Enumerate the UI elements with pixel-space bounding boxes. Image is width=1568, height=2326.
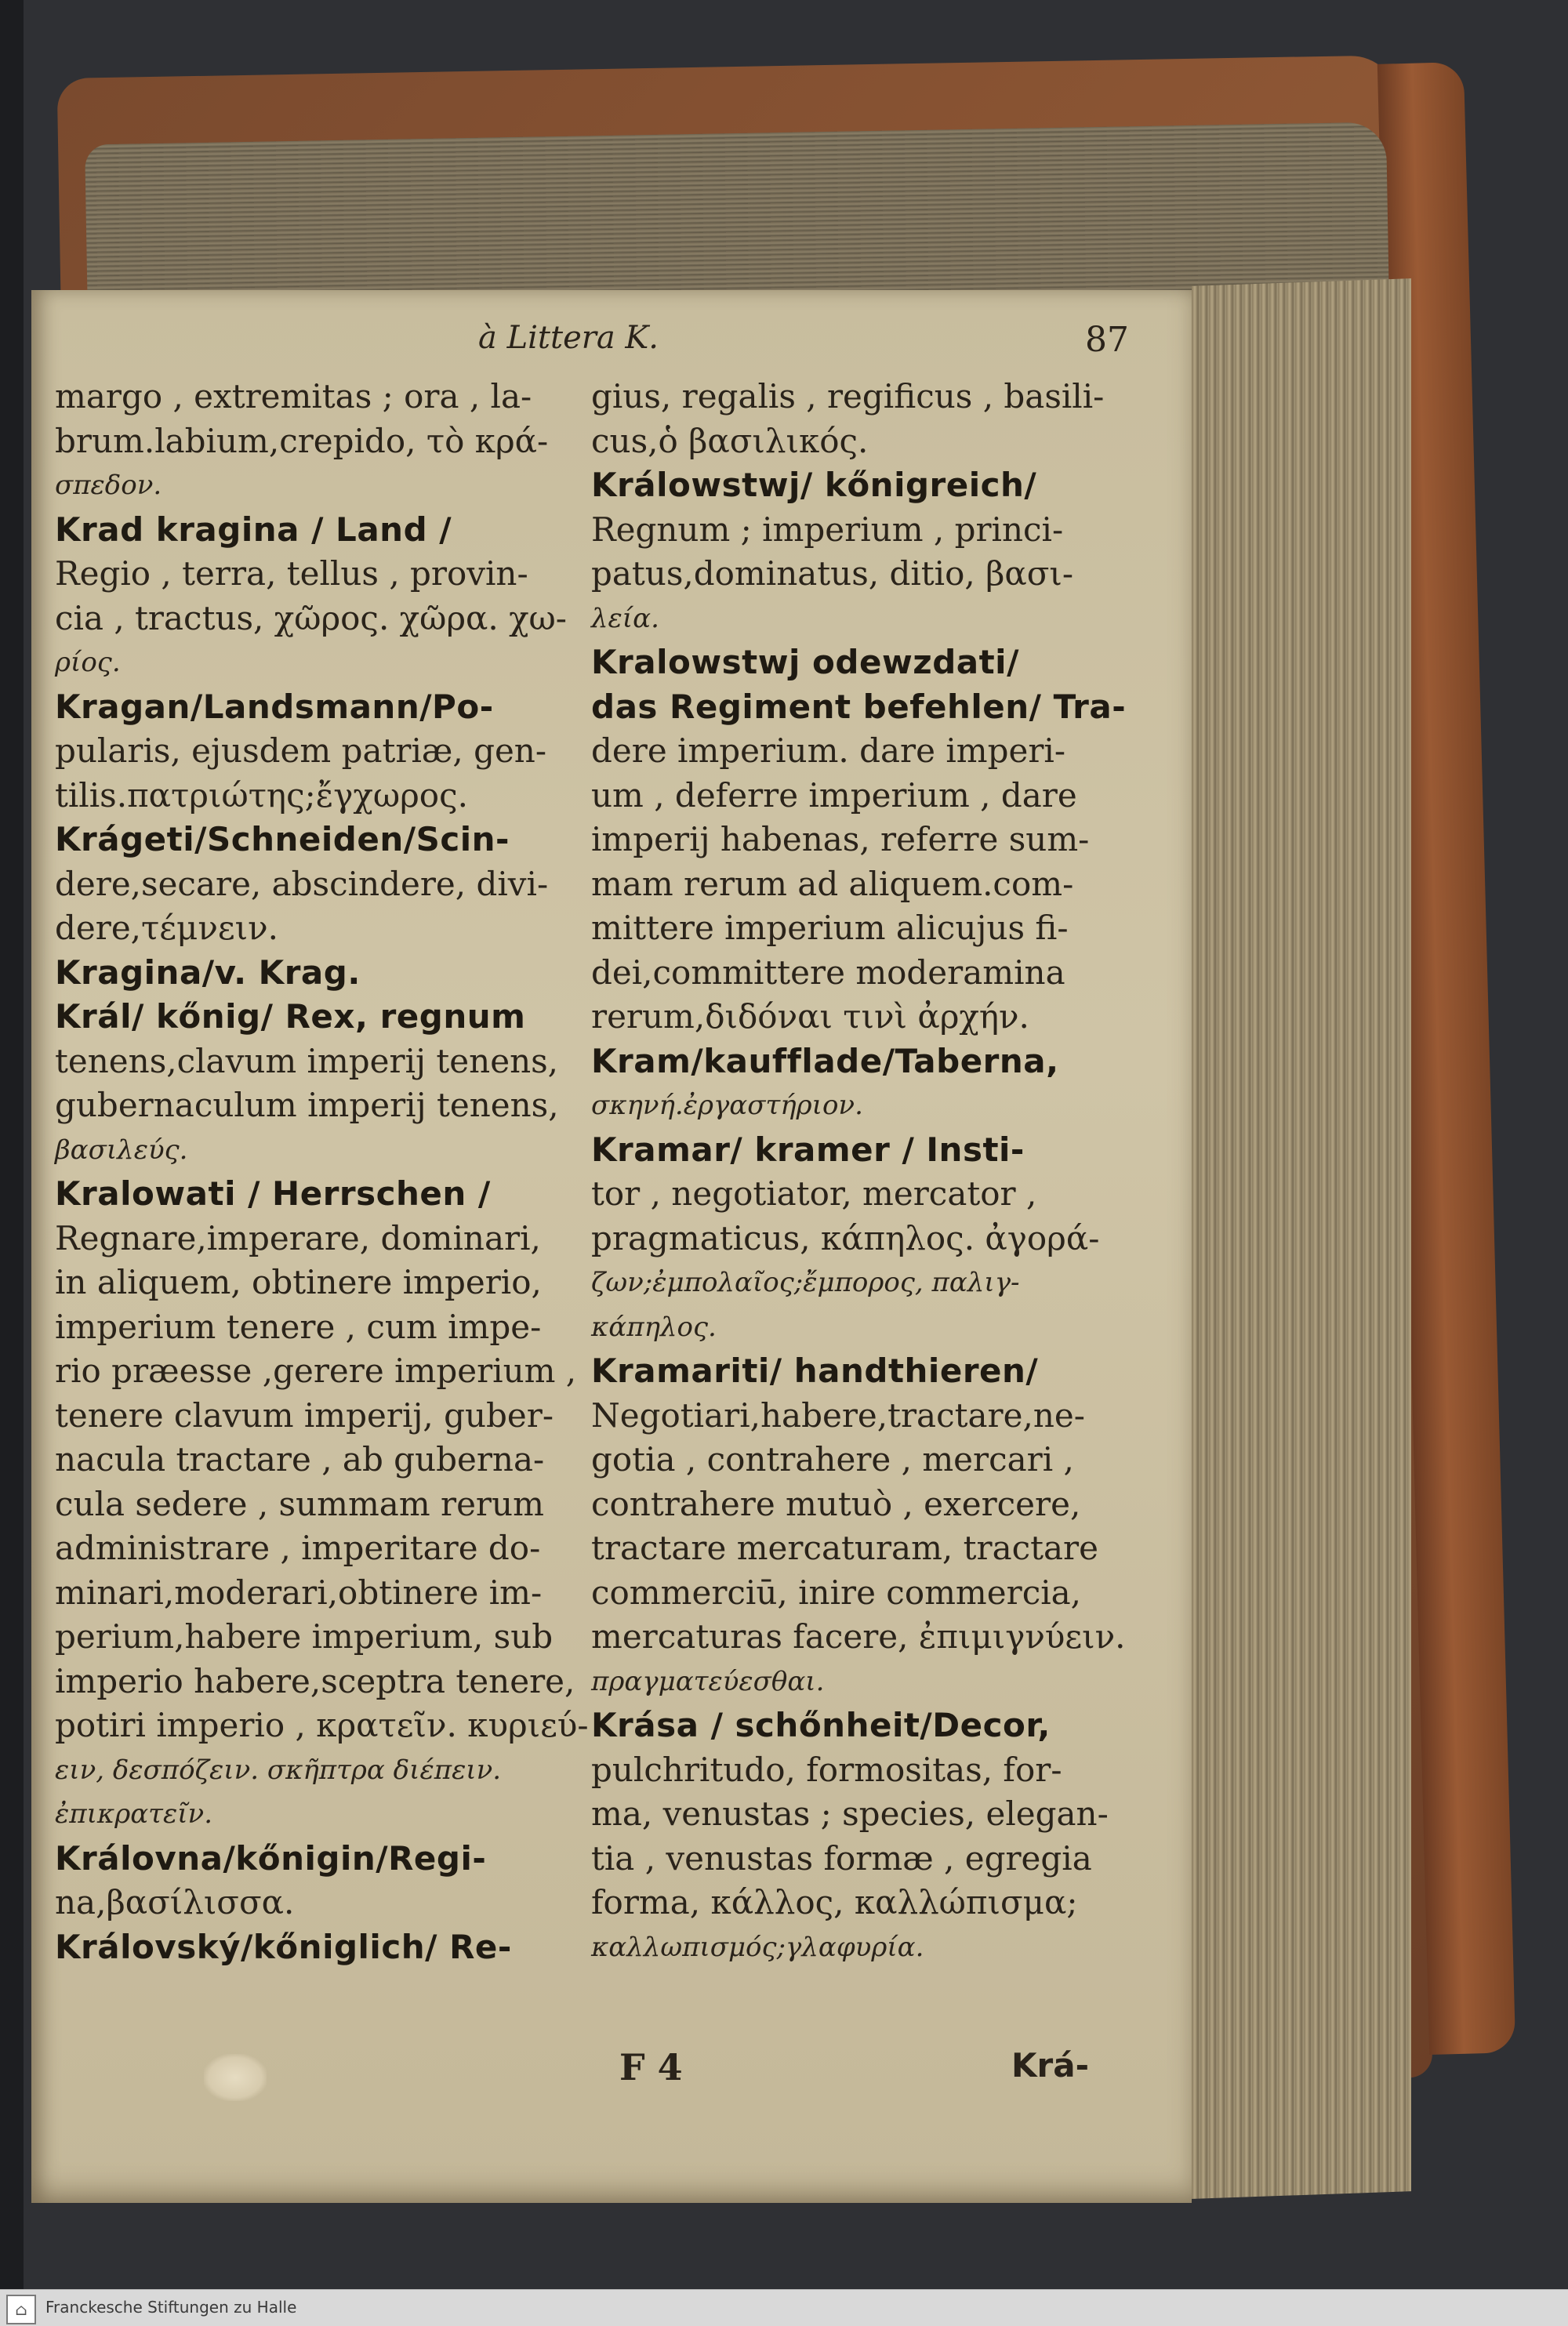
text-line: πραγματεύεσθαι. (591, 1665, 825, 1697)
text-line: Regnare,imperare, dominari, (55, 1218, 541, 1257)
page-number: 87 (1085, 320, 1129, 360)
foundation-logo-icon: ⌂ (6, 2295, 36, 2324)
text-line: pragmaticus, κάπηλος. ἀγορά- (591, 1218, 1100, 1257)
right-column (591, 375, 1132, 2099)
text-line: gius, regalis , regificus , basili- (591, 377, 1105, 415)
text-line: cula sedere , summam rerum (55, 1484, 544, 1523)
text-line: gubernaculum imperij tenens, (55, 1086, 559, 1124)
credit-bar (0, 2289, 1568, 2326)
headword-line: Kramariti/ handthieren/ (591, 1352, 1039, 1390)
text-line: ma, venustas ; species, elegan- (591, 1794, 1109, 1833)
text-line: perium,habere imperium, sub (55, 1617, 554, 1656)
text-line: dere,τέμνειν. (55, 909, 278, 947)
text-line: brum.labium,crepido, τὸ κρά- (55, 421, 549, 460)
left-column (55, 375, 589, 2099)
text-line: patus,dominatus, ditio, βασι- (591, 554, 1074, 593)
text-line: cus,ὁ βασιλικός. (591, 421, 869, 460)
background-left (0, 0, 24, 2289)
headword-line: Král/ kőnig/ Rex, regnum (55, 997, 526, 1036)
text-line: λεία. (591, 602, 659, 634)
running-title: à Littera K. (478, 320, 659, 356)
headword-line: Kralowstwj odewzdati/ (591, 643, 1019, 681)
text-line: ἐπικρατεῖν. (55, 1798, 213, 1830)
text-line: tilis.πατριώτης;ἔγχωρος. (55, 775, 468, 815)
text-line: dere,secare, abscindere, divi- (55, 864, 549, 903)
text-line: mam rerum ad aliquem.com- (591, 864, 1074, 903)
headword-line: Krágeti/Schneiden/Scin- (55, 820, 510, 858)
text-line: pularis, ejusdem patriæ, gen- (55, 731, 547, 770)
headword-line: Kralowati / Herrschen / (55, 1174, 491, 1213)
text-line: margo , extremitas ; ora , la- (55, 377, 532, 415)
text-line: na,βασίλισσα. (55, 1883, 295, 1921)
headword-line: Králowstwj/ kőnigreich/ (591, 466, 1037, 504)
signature-mark: F 4 (619, 2046, 683, 2088)
text-line: imperium tenere , cum impe- (55, 1307, 542, 1346)
text-line: um , deferre imperium , dare (591, 775, 1077, 815)
text-line: administrare , imperitare do- (55, 1529, 541, 1567)
text-line: imperij habenas, referre sum- (591, 820, 1090, 858)
headword-line: Krása / schőnheit/Decor, (591, 1706, 1051, 1744)
text-line: rerum,διδόναι τινὶ ἀρχήν. (591, 997, 1029, 1036)
text-line: tor , negotiator, mercator , (591, 1174, 1037, 1213)
text-line: σπεδον. (55, 470, 162, 501)
text-line: nacula tractare , ab guberna- (55, 1440, 545, 1479)
text-line: forma, κάλλος, καλλώπισμα; (591, 1883, 1078, 1921)
text-line: imperio habere,sceptra tenere, (55, 1661, 575, 1700)
text-line: potiri imperio , κρατεῖν. κυριεύ- (55, 1706, 589, 1744)
text-line: Regnum ; imperium , princi- (591, 510, 1064, 549)
text-line: σκηνή.ἐργαστήριον. (591, 1090, 863, 1121)
text-line: tia , venustas formæ , egregia (591, 1838, 1092, 1878)
text-line: rio præesse ,gerere imperium , (55, 1352, 577, 1390)
text-line: ειν, δεσπόζειν. σκῆπτρα διέπειν. (55, 1754, 502, 1786)
text-line: mercaturas facere, ἐπιμιγνύειν. (591, 1617, 1126, 1656)
text-line: tenens,clavum imperij tenens, (55, 1041, 559, 1080)
text-line: cia , tractus, χῶρος. χῶρα. χω- (55, 598, 567, 637)
text-line: in aliquem, obtinere imperio, (55, 1263, 542, 1301)
headword-line: Kram/kaufflade/Taberna, (591, 1041, 1059, 1080)
running-header (470, 320, 1160, 375)
text-line: dei,committere moderamina (591, 953, 1065, 992)
text-line: gotia , contrahere , mercari , (591, 1440, 1074, 1479)
text-line: minari,moderari,obtinere im- (55, 1573, 543, 1612)
text-line: contrahere mutuò , exercere, (591, 1484, 1081, 1523)
text-line: tenere clavum imperij, guber- (55, 1395, 554, 1435)
headword-line: Krad kragina / Land / (55, 510, 452, 549)
headword-line: Královský/kőniglich/ Re- (55, 1927, 512, 1966)
text-line: dere imperium. dare imperi- (591, 731, 1066, 770)
headword-line: Kramar/ kramer / Insti- (591, 1130, 1025, 1169)
text-line: κάπηλος. (591, 1311, 717, 1343)
text-line: ζων;ἐμπολαῖος;ἔμπορος, παλιγ- (591, 1267, 1020, 1298)
credit-text: Franckesche Stiftungen zu Halle (45, 2298, 297, 2317)
headword-line: Královna/kőnigin/Regi- (55, 1838, 487, 1878)
headword-line: Kragina/v. Krag. (55, 953, 361, 992)
text-line: Negotiari,habere,tractare,ne- (591, 1395, 1085, 1435)
text-line: commerciū, inire commercia, (591, 1573, 1082, 1612)
text-line: Regio , terra, tellus , provin- (55, 554, 528, 593)
text-line: ρίος. (55, 647, 121, 678)
text-line: καλλωπισμός;γλαφυρία. (591, 1931, 924, 1963)
headword-line: das Regiment befehlen/ Tra- (591, 687, 1127, 726)
catchword: Krá- (1011, 2046, 1090, 2085)
headword-line: Kragan/Landsmann/Po- (55, 687, 494, 726)
page-edges-right (1192, 278, 1411, 2199)
text-line: βασιλεύς. (55, 1134, 188, 1166)
text-line: mittere imperium alicujus fi- (591, 909, 1069, 947)
text-line: pulchritudo, formositas, for- (591, 1750, 1062, 1789)
text-line: tractare mercaturam, tractare (591, 1529, 1098, 1567)
